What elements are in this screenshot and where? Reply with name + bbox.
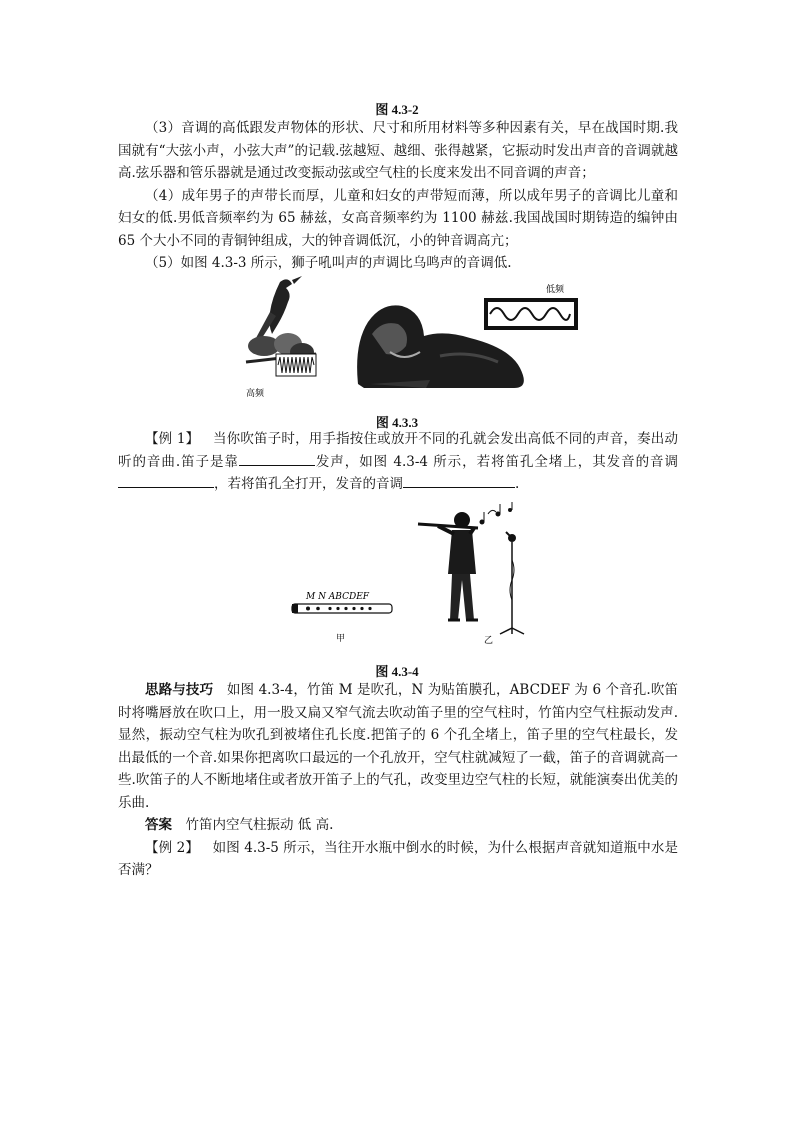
example-1-tag: 【例 1】 xyxy=(145,431,200,447)
answer-tag: 答案 xyxy=(145,817,172,833)
figure-4-3-3 xyxy=(240,272,590,402)
example-1-text-c: ，若将笛孔全打开，发音的音调 xyxy=(214,476,403,492)
figure-caption-4-3-2: 图 4.3-2 xyxy=(375,102,419,117)
figure-4-3-4 xyxy=(284,500,544,650)
example-1-question xyxy=(118,428,678,496)
answer-blank-1[interactable] xyxy=(239,451,315,466)
example-1-block xyxy=(118,428,678,496)
figure-caption-4-3-3: 图 4.3.3 xyxy=(375,415,419,430)
example-2-text: 如图 4.3-5 所示，当往开水瓶中倒水的时候，为什么根据声音就知道瓶中水是否满？ xyxy=(118,839,678,878)
paragraph-3: （3）音调的高低跟发声物体的形状、尺寸和所用材料等多种因素有关，早在战国时期.我国就有“大弦小声，小弦大声”的记载.弦越短、越细、张得越紧，它振动时发出声音的音调就越高.弦乐器和管乐器就是通过改变振动弦或空气柱的长度来发出不同音调的声音； xyxy=(118,120,678,181)
flute-hole-labels: M N ABCDEF xyxy=(306,592,370,602)
microphone-stand xyxy=(500,532,524,634)
analysis-tag: 思路与技巧 xyxy=(145,682,214,698)
answer-blank-2[interactable] xyxy=(118,473,214,488)
label-low-frequency: 低频 xyxy=(546,285,565,295)
answer-paragraph xyxy=(118,814,678,837)
label-yi: 乙 xyxy=(484,636,494,646)
paragraph-4: （4）成年男子的声带长而厚，儿童和妇女的声带短而薄，所以成年男子的音调比儿童和妇女的低.男低音频率约为 65 赫兹，女高音频率约为 1100 赫兹.我国战国时期铸造的编钟由 65 个大小不同的青铜钟组成，大的钟音调低沉，小的钟音调高亢； xyxy=(118,187,678,249)
example-1-text-d: . xyxy=(515,476,520,492)
paragraph-5: （5）如图 4.3-3 所示，狮子吼叫声的声调比乌鸣声的音调低. xyxy=(145,255,512,271)
answer-blank-3[interactable] xyxy=(403,473,515,488)
body-text-block-1 xyxy=(118,117,678,275)
label-jia: 甲 xyxy=(336,634,346,644)
example-1-text-b: 发声，如图 4.3-4 所示，若将笛孔全堵上，其发音的音调 xyxy=(314,453,679,470)
figure-caption-4-3-4: 图 4.3-4 xyxy=(375,664,419,679)
high-frequency-wave xyxy=(276,354,316,376)
answer-text: 竹笛内空气柱振动 低 高. xyxy=(185,817,334,833)
flute-illustration xyxy=(292,604,392,613)
example-2-paragraph xyxy=(118,837,678,882)
analysis-paragraph xyxy=(118,679,678,814)
music-notes-icon xyxy=(480,502,513,525)
analysis-text: 如图 4.3-4，竹笛 M 是吹孔，N 为贴笛膜孔，ABCDEF 为 6 个音孔.吹笛时将嘴唇放在吹口上，用一股又扁又窄气流去吹动笛子里的空气柱时，竹笛内空气柱振动发声.显然，振动空气柱为吹孔到被堵住孔长度.把笛子的 6 个孔全堵上，笛子里的空气柱最长，发出最低的一个音.如果你把离吹口最远的一个孔放开，空气柱就减短了一截，笛子的音调就高一些.吹笛子的人不断地堵住或者放开笛子上的气孔，改变里边空气柱的长短，就能演奏出优美的乐曲. xyxy=(118,682,678,811)
example-1-text-a: 当你吹笛子时，用手指按住或放开不同的孔就会发出高低不同的声音，奏出动听的音曲.笛子是靠 xyxy=(118,431,678,470)
label-high-frequency: 高频 xyxy=(246,389,265,399)
bird-illustration xyxy=(246,276,316,362)
analysis-block xyxy=(118,679,678,882)
example-2-tag: 【例 2】 xyxy=(145,839,199,856)
flute-player-illustration xyxy=(418,512,478,620)
low-frequency-wave xyxy=(484,298,578,330)
